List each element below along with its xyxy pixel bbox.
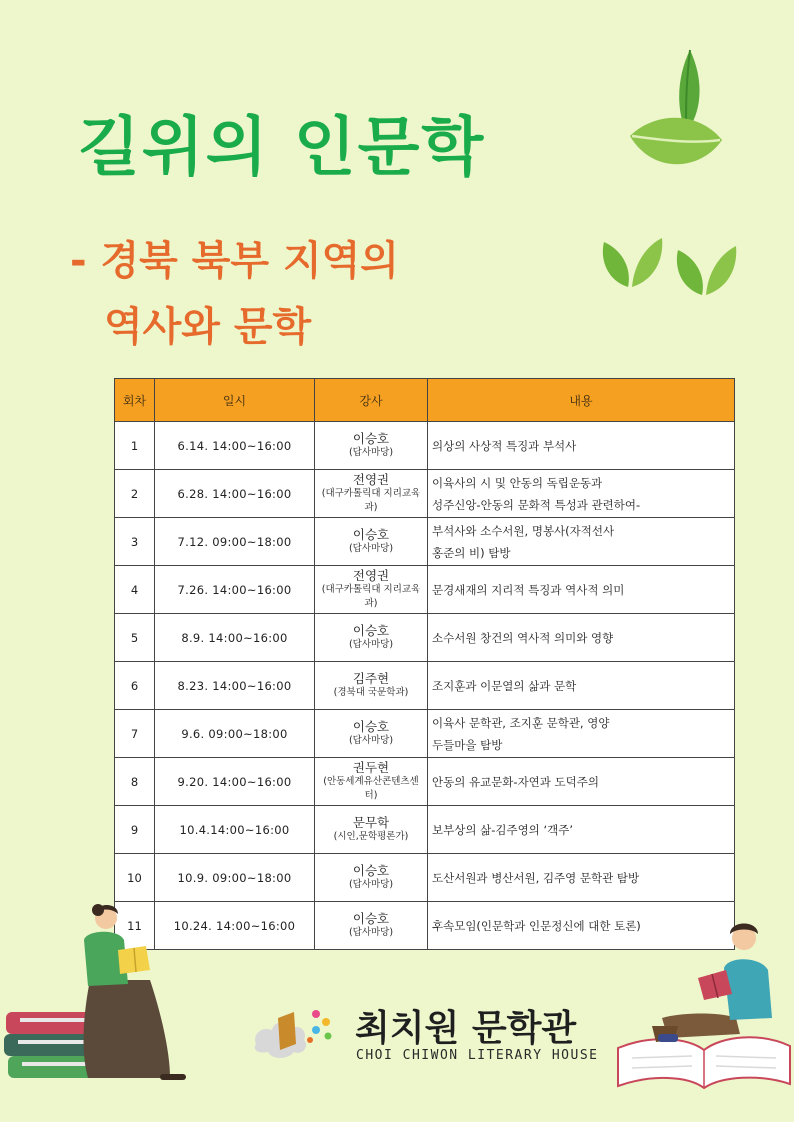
session-datetime: 10.4.14:00~16:00: [155, 806, 315, 854]
table-header-row: [115, 379, 735, 422]
page-title: 길위의 인문학: [78, 111, 486, 185]
session-content: [428, 758, 735, 806]
session-datetime: 7.12. 09:00~18:00: [155, 518, 315, 566]
lecturer-affiliation: (답사마당): [348, 542, 394, 554]
content-line: 조지훈과 이문열의 삶과 문학: [432, 678, 577, 693]
lecturer-name: 이승호: [352, 526, 390, 542]
session-lecturer: [315, 710, 428, 758]
subtitle-line-1: - 경북 북부 지역의: [70, 238, 399, 284]
session-lecturer: [315, 422, 428, 470]
session-datetime: 9.6. 09:00~18:00: [155, 710, 315, 758]
lecturer-affiliation: (대구카톨릭대 지리교육과): [321, 583, 421, 609]
session-content: [428, 566, 735, 614]
session-lecturer: [315, 854, 428, 902]
session-number: 6: [115, 662, 155, 710]
content-line: 성주신앙-안동의 문화적 특성과 관련하여-: [432, 497, 641, 512]
session-number: 7: [115, 710, 155, 758]
choi-chiwon-logo: [250, 998, 599, 1078]
table-row: [115, 806, 735, 854]
session-content: [428, 854, 735, 902]
logo-emblem-icon: [250, 1000, 350, 1064]
lecturer-affiliation: (답사마당): [348, 446, 394, 458]
lecturer-affiliation: (대구카톨릭대 지리교육과): [321, 487, 421, 513]
session-number: 8: [115, 758, 155, 806]
content-line: 두들마을 탐방: [432, 737, 503, 752]
table-row: [115, 470, 735, 518]
session-datetime: 10.24. 14:00~16:00: [155, 902, 315, 950]
lecturer-name: 문무학: [352, 814, 390, 830]
session-number: 4: [115, 566, 155, 614]
table-row: [115, 710, 735, 758]
content-line: 부석사와 소수서원, 명봉사(자적선사: [432, 523, 615, 538]
session-content: [428, 662, 735, 710]
session-lecturer: [315, 614, 428, 662]
content-line: 의상의 사상적 특징과 부석사: [432, 438, 577, 453]
lecturer-name: 이승호: [352, 430, 390, 446]
lecturer-name: 이승호: [352, 718, 390, 734]
session-number: 10: [115, 854, 155, 902]
session-lecturer: [315, 806, 428, 854]
session-content: [428, 710, 735, 758]
content-line: 안동의 유교문화-자연과 도덕주의: [432, 774, 599, 789]
table-row: [115, 662, 735, 710]
content-line: 소수서원 창건의 역사적 의미와 영향: [432, 630, 614, 645]
session-number: 1: [115, 422, 155, 470]
table-row: [115, 566, 735, 614]
table-row: [115, 422, 735, 470]
session-number: 5: [115, 614, 155, 662]
session-datetime: 10.9. 09:00~18:00: [155, 854, 315, 902]
table-row: [115, 854, 735, 902]
schedule-table: [114, 378, 735, 950]
small-leaf-right-icon: [672, 240, 742, 300]
subtitle-line-2: 역사와 문학: [104, 304, 312, 350]
content-line: 도산서원과 병산서원, 김주영 문학관 탐방: [432, 870, 640, 885]
session-number: 3: [115, 518, 155, 566]
session-lecturer: [315, 470, 428, 518]
lecturer-affiliation: (답사마당): [348, 734, 394, 746]
session-datetime: 7.26. 14:00~16:00: [155, 566, 315, 614]
table-row: [115, 518, 735, 566]
lecturer-affiliation: (시인,문학평론가): [333, 830, 409, 842]
content-line: 문경새재의 지리적 특징과 역사적 의미: [432, 582, 625, 597]
session-datetime: 6.28. 14:00~16:00: [155, 470, 315, 518]
content-line: 보부상의 삶-김주영의 ‘객주’: [432, 822, 573, 837]
page-subtitle: [70, 228, 399, 360]
session-datetime: 6.14. 14:00~16:00: [155, 422, 315, 470]
session-content: [428, 614, 735, 662]
header-date: 일시: [155, 379, 315, 422]
session-content: [428, 470, 735, 518]
lecturer-affiliation: (답사마당): [348, 926, 394, 938]
session-lecturer: [315, 758, 428, 806]
lecturer-affiliation: (답사마당): [348, 878, 394, 890]
content-line: 이육사의 시 및 안동의 독립운동과: [432, 475, 603, 490]
table-row: [115, 614, 735, 662]
session-lecturer: [315, 566, 428, 614]
session-number: 11: [115, 902, 155, 950]
header-lecturer: 강사: [315, 379, 428, 422]
lecturer-name: 이승호: [352, 910, 390, 926]
lecturer-name: 이승호: [352, 862, 390, 878]
session-datetime: 9.20. 14:00~16:00: [155, 758, 315, 806]
session-number: 9: [115, 806, 155, 854]
header-session: 회차: [115, 379, 155, 422]
session-datetime: 8.23. 14:00~16:00: [155, 662, 315, 710]
lecturer-name: 권두현: [352, 759, 390, 775]
big-leaf-icon: [620, 44, 730, 189]
session-datetime: 8.9. 14:00~16:00: [155, 614, 315, 662]
lecturer-name: 김주현: [352, 670, 390, 686]
content-line: 홍준의 비) 탐방: [432, 545, 511, 560]
small-leaf-left-icon: [598, 232, 668, 292]
content-line: 후속모임(인문학과 인문정신에 대한 토론): [432, 918, 641, 933]
session-content: [428, 518, 735, 566]
lecturer-affiliation: (안동세계유산콘텐츠센터): [323, 775, 419, 801]
woman-reading-illustration: [0, 900, 210, 1085]
table-row: [115, 758, 735, 806]
lecturer-name: 전영권: [352, 567, 390, 583]
lecturer-name: 전영권: [352, 471, 390, 487]
session-lecturer: [315, 662, 428, 710]
content-line: 이육사 문학관, 조지훈 문학관, 영양: [432, 715, 610, 730]
logo-name: 최치원 문학관: [355, 1008, 577, 1049]
session-lecturer: [315, 902, 428, 950]
session-lecturer: [315, 518, 428, 566]
session-content: [428, 806, 735, 854]
boy-reading-illustration: [612, 908, 794, 1090]
lecturer-name: 이승호: [352, 622, 390, 638]
header-content: 내용: [428, 379, 735, 422]
session-number: 2: [115, 470, 155, 518]
lecturer-affiliation: (답사마당): [348, 638, 394, 650]
session-content: [428, 422, 735, 470]
lecturer-affiliation: (경북대 국문학과): [333, 686, 409, 698]
logo-subtitle: CHOI CHIWON LITERARY HOUSE: [356, 1048, 599, 1063]
